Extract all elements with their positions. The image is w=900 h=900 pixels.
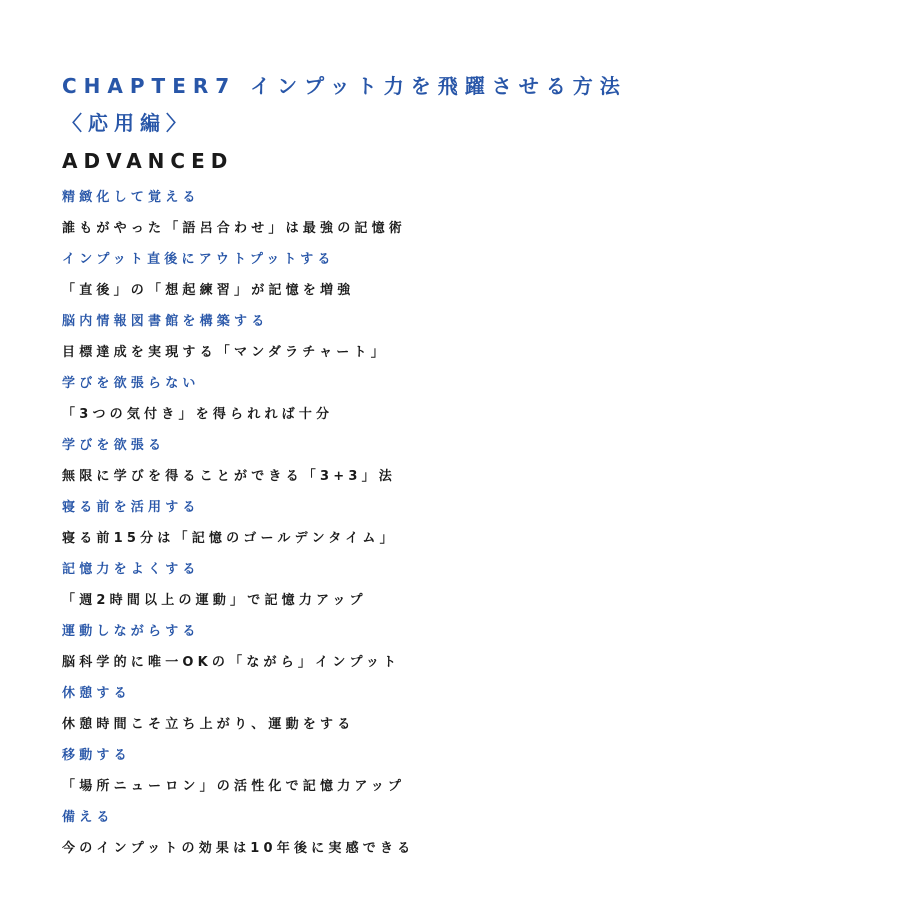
toc-entry [62,740,882,802]
toc-entry [62,306,882,368]
toc-entry [62,430,882,492]
entry-description: 今のインプットの効果は10年後に実感できる [62,841,415,856]
entry-title: 寝る前を活用する [62,500,200,515]
entry-description: 脳科学的に唯一OKの「ながら」インプット [62,655,401,670]
entry-title: 休憩する [62,686,131,701]
entry-title: 精緻化して覚える [62,190,200,205]
toc-entry [62,616,882,678]
entry-title: 脳内情報図書館を構築する [62,314,269,329]
entry-description: 「3つの気付き」を得られれば十分 [62,407,334,422]
entry-title: 学びを欲張らない [62,376,200,391]
entry-description: 休憩時間こそ立ち上がり、運動をする [62,717,355,732]
entry-description: 「場所ニューロン」の活性化で記憶力アップ [62,779,406,794]
entry-title: 学びを欲張る [62,438,166,453]
toc-entry [62,182,882,244]
entry-description: 誰もがやった「語呂合わせ」は最強の記憶術 [62,221,407,236]
toc-entry [62,554,882,616]
entry-description: 無限に学びを得ることができる「3+3」法 [62,469,396,484]
entry-description: 「直後」の「想起練習」が記憶を増強 [62,283,355,298]
entry-title: 備える [62,810,114,825]
entry-description: 寝る前15分は「記憶のゴールデンタイム」 [62,531,397,546]
entry-title: 運動しながらする [62,624,200,639]
table-of-contents [62,68,882,864]
entry-title: 記憶力をよくする [62,562,200,577]
chapter-title: CHAPTER7 インプット力を飛躍させる方法 [62,74,627,98]
entry-description: 「週2時間以上の運動」で記憶力アップ [62,593,367,608]
toc-entry [62,368,882,430]
toc-entry [62,492,882,554]
entry-description: 目標達成を実現する「マンダラチャート」 [62,345,388,360]
chapter-subtitle: 〈応用編〉 [62,111,192,135]
entry-title: 移動する [62,748,131,763]
entry-title: インプット直後にアウトプットする [62,252,335,267]
toc-entry [62,244,882,306]
chapter-label: ADVANCED [62,149,234,173]
toc-entry [62,802,882,864]
toc-entry [62,678,882,740]
